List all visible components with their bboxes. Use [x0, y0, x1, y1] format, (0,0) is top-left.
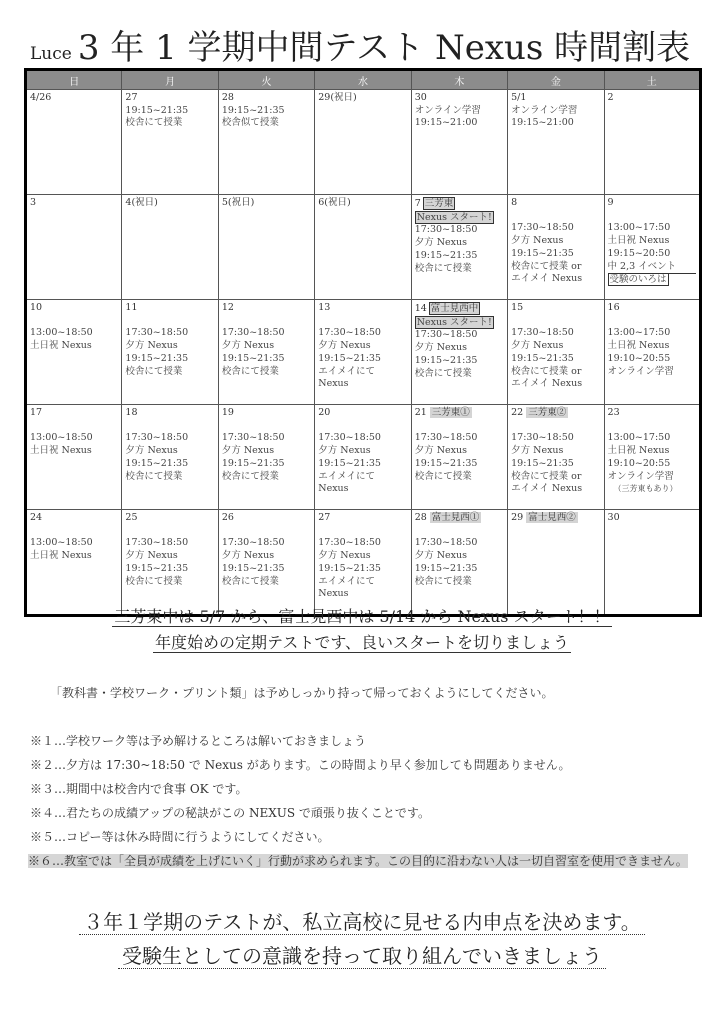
- weekday-header: 月: [122, 70, 218, 90]
- schedule-line: 土日祝 Nexus: [30, 340, 92, 352]
- schedule-line: 17:30~18:50: [125, 327, 189, 339]
- day-header: [511, 92, 600, 105]
- schedule-line: 夕方 Nexus: [414, 445, 467, 457]
- schedule-line: 19:15~21:35: [414, 562, 478, 574]
- schedule-line: 夕方 Nexus: [318, 340, 371, 352]
- good-start-banner: [0, 630, 724, 653]
- schedule-line: 13:00~17:50: [607, 432, 671, 444]
- schedule-line: 19:15~21:35: [414, 354, 478, 366]
- day-header: [511, 407, 600, 420]
- day-cell: [26, 510, 122, 616]
- day-number: 15: [511, 302, 524, 313]
- schedule-line: 17:30~18:50: [125, 432, 189, 444]
- day-number: 12: [221, 302, 234, 313]
- day-number: 29(祝日): [318, 92, 357, 103]
- schedule-line: 校舎にて授業 or: [511, 365, 582, 377]
- nexus-start-tag: Nexus スタート!: [416, 316, 492, 328]
- day-header: [30, 407, 118, 420]
- schedule-line: 19:15~21:00: [414, 117, 478, 129]
- day-number: 17: [30, 407, 43, 418]
- day-header: [608, 92, 696, 105]
- day-number: 4(祝日): [125, 197, 158, 208]
- schedule-line: オンライン学習: [607, 470, 674, 482]
- day-header: [415, 407, 504, 420]
- schedule-line: [415, 525, 504, 538]
- schedule-line: 校舎にて授業: [125, 365, 183, 377]
- test-day-label: 富士見西②: [528, 512, 576, 523]
- schedule-line: [608, 210, 696, 223]
- week-row: [26, 90, 701, 195]
- day-number: 23: [607, 407, 620, 418]
- day-number: 25: [125, 512, 138, 523]
- schedule-line: 17:30~18:50: [414, 432, 478, 444]
- day-header: [415, 512, 504, 525]
- schedule-line: 17:30~18:50: [511, 222, 574, 234]
- schedule-line: 19:15~21:35: [511, 457, 574, 469]
- day-header: [125, 197, 214, 210]
- day-number: 4/26: [30, 92, 52, 103]
- day-number: 24: [30, 512, 43, 523]
- good-start-text: 年度始めの定期テストです、良いスタートを切りましょう: [154, 633, 570, 652]
- schedule-line: 夕方 Nexus: [221, 340, 275, 352]
- weekday-header: 日: [26, 70, 122, 90]
- schedule-line: 17:30~18:50: [221, 327, 285, 339]
- day-cell: [508, 90, 604, 195]
- schedule-line: Nexus: [318, 588, 349, 600]
- day-header: [511, 512, 600, 525]
- day-cell: [315, 405, 411, 510]
- week-row: [26, 405, 701, 510]
- day-header: [30, 197, 118, 210]
- day-cell: [411, 195, 507, 300]
- schedule-line: 19:15~21:35: [221, 104, 285, 116]
- schedule-line: 夕方 Nexus: [414, 237, 467, 249]
- schedule-line: 17:30~18:50: [511, 327, 574, 339]
- schedule-line: 19:15~21:35: [414, 457, 478, 469]
- day-cell: [218, 510, 314, 616]
- schedule-line: [125, 420, 214, 433]
- schedule-line: オンライン学習: [511, 104, 578, 116]
- day-header: [222, 407, 311, 420]
- schedule-line: [125, 315, 214, 328]
- schedule-line: 19:15~21:35: [221, 457, 285, 469]
- day-header: [318, 197, 407, 210]
- day-header: [222, 302, 311, 315]
- schedule-line: オンライン学習: [414, 104, 481, 116]
- weekday-header: 火: [218, 70, 314, 90]
- day-header: [30, 302, 118, 315]
- day-header: [608, 512, 696, 525]
- schedule-line: 17:30~18:50: [511, 432, 574, 444]
- schedule-line: 夕方 Nexus: [511, 235, 564, 247]
- day-header: [125, 302, 214, 315]
- schedule-line: 夕方 Nexus: [511, 340, 564, 352]
- day-cell: [411, 300, 507, 405]
- day-cell: [122, 195, 218, 300]
- schedule-line: 校舎にて授業: [414, 575, 472, 587]
- schedule-line: 夕方 Nexus: [125, 550, 178, 562]
- day-cell: [604, 300, 700, 405]
- test-day-label: 富士見西①: [431, 512, 480, 523]
- side-note: （三芳東もあり）: [613, 484, 678, 494]
- schedule-line: 夕方 Nexus: [511, 445, 564, 457]
- schedule-line: [511, 420, 600, 433]
- schedule-body: [26, 90, 701, 616]
- schedule-line: [318, 525, 407, 538]
- schedule-line: 夕方 Nexus: [414, 550, 467, 562]
- schedule-line: 校舎にて授業: [221, 470, 279, 482]
- schedule-line: 夕方 Nexus: [221, 445, 275, 457]
- schedule-line: 夕方 Nexus: [318, 445, 371, 457]
- day-number: 5/1: [511, 92, 527, 103]
- school-start-tag: 富士見西中: [430, 303, 479, 314]
- schedule-line: 13:00~18:50: [30, 537, 93, 549]
- schedule-line: 17:30~18:50: [414, 537, 478, 549]
- closing-line-1-text: ３年１学期のテストが、私立高校に見せる内申点を決めます。: [79, 910, 645, 935]
- day-cell: [508, 405, 604, 510]
- schedule-line: 夕方 Nexus: [414, 342, 467, 354]
- day-cell: [122, 90, 218, 195]
- schedule-line: [30, 525, 118, 538]
- schedule-line: 校舎にて授業: [125, 117, 183, 129]
- note-5: ※５…コピー等は休み時間に行うようにしてください。: [30, 830, 330, 844]
- day-number: 21: [414, 407, 427, 418]
- day-header: [318, 92, 407, 105]
- schedule-line: 校舎にて授業: [125, 470, 183, 482]
- schedule-line: Nexus: [318, 483, 349, 495]
- event-label: 中 2,3 イベント: [608, 261, 696, 275]
- schedule-line: [222, 315, 311, 328]
- start-banner: [0, 604, 724, 627]
- schedule-line: 校舎にて授業: [414, 367, 472, 379]
- schedule-line: 19:15~21:35: [318, 352, 381, 364]
- schedule-line: エイメイ Nexus: [511, 483, 583, 495]
- day-number: 3: [30, 197, 37, 208]
- schedule-line: 19:15~21:35: [318, 562, 381, 574]
- day-cell: [26, 300, 122, 405]
- schedule-line: [511, 210, 600, 223]
- weekday-header: 木: [411, 70, 507, 90]
- schedule-line: 夕方 Nexus: [125, 340, 178, 352]
- title-text: 3 年 1 学期中間テスト Nexus 時間割表: [77, 28, 691, 68]
- day-cell: [315, 300, 411, 405]
- day-cell: [315, 195, 411, 300]
- schedule-line: [318, 420, 407, 433]
- schedule-line: 17:30~18:50: [221, 432, 285, 444]
- schedule-line: [30, 420, 118, 433]
- note-1: ※１…学校ワーク等は予め解けるところは解いておきましょう: [30, 734, 367, 748]
- day-header: [415, 92, 504, 105]
- schedule-line: エイメイ Nexus: [511, 273, 583, 285]
- schedule-line: 17:30~18:50: [125, 537, 189, 549]
- day-cell: [508, 300, 604, 405]
- day-number: 11: [125, 302, 138, 313]
- schedule-line: 13:00~17:50: [607, 327, 671, 339]
- schedule-line: 19:15~21:35: [221, 562, 285, 574]
- schedule-line: 土日祝 Nexus: [30, 445, 92, 457]
- schedule-line: [222, 525, 311, 538]
- schedule-line: 夕方 Nexus: [318, 550, 371, 562]
- schedule-line: 校舎にて授業 or: [511, 260, 582, 272]
- day-number: 27: [125, 92, 138, 103]
- schedule-line: 17:30~18:50: [414, 329, 478, 341]
- schedule-line: オンライン学習: [607, 365, 674, 377]
- schedule-line: [608, 420, 696, 433]
- note-3: ※３…期間中は校舎内で食事 OK です。: [30, 782, 248, 796]
- schedule-line: 19:15~21:35: [511, 247, 574, 259]
- day-number: 7: [414, 198, 421, 209]
- day-cell: [604, 90, 700, 195]
- closing-line-1: [0, 906, 724, 935]
- schedule-line: 19:15~21:00: [511, 117, 574, 129]
- day-header: [608, 407, 696, 420]
- day-cell: [411, 510, 507, 616]
- day-cell: [26, 90, 122, 195]
- schedule-line: エイメイにて: [318, 575, 375, 587]
- schedule-line: 夕方 Nexus: [125, 445, 178, 457]
- schedule-line: 校舎にて授業: [221, 365, 279, 377]
- day-cell: [604, 195, 700, 300]
- schedule-line: 17:30~18:50: [221, 537, 285, 549]
- page-title: [30, 28, 690, 68]
- day-number: 2: [607, 92, 614, 103]
- day-header: [608, 197, 696, 210]
- day-cell: [122, 405, 218, 510]
- schedule-line: 19:15~21:35: [221, 352, 285, 364]
- day-header: [222, 92, 311, 105]
- schedule-line: [608, 315, 696, 328]
- weekday-header: 金: [508, 70, 604, 90]
- school-start-tag: 三芳東: [424, 198, 454, 209]
- day-number: 10: [30, 302, 43, 313]
- day-header: [125, 92, 214, 105]
- day-cell: [508, 510, 604, 616]
- day-header: [30, 92, 118, 105]
- schedule-line: 17:30~18:50: [318, 537, 381, 549]
- day-number: 27: [318, 512, 331, 523]
- schedule-line: [415, 420, 504, 433]
- schedule-line: エイメイ Nexus: [511, 378, 583, 390]
- day-cell: [411, 90, 507, 195]
- week-row: [26, 300, 701, 405]
- day-cell: [122, 510, 218, 616]
- day-number: 6(祝日): [318, 197, 351, 208]
- day-number: 14: [414, 303, 427, 314]
- brand-name: Luce: [30, 44, 72, 64]
- schedule-line: エイメイにて: [318, 470, 375, 482]
- note-6: [28, 850, 694, 873]
- day-number: 26: [221, 512, 234, 523]
- day-number: 28: [221, 92, 234, 103]
- test-day-label: 三芳東①: [431, 407, 470, 418]
- schedule-line: 17:30~18:50: [318, 432, 381, 444]
- week-row: [26, 510, 701, 616]
- test-day-label: 三芳東②: [528, 407, 567, 418]
- nexus-start-tag: Nexus スタート!: [416, 211, 492, 223]
- schedule-line: 19:15~21:35: [125, 352, 189, 364]
- day-cell: [411, 405, 507, 510]
- day-cell: [604, 510, 700, 616]
- schedule-line: 校舎にて授業 or: [511, 470, 582, 482]
- day-number: 30: [414, 92, 427, 103]
- weekday-header: 土: [604, 70, 700, 90]
- day-cell: [218, 195, 314, 300]
- schedule-line: 土日祝 Nexus: [607, 340, 670, 352]
- day-header: [511, 302, 600, 315]
- weekday-header: 水: [315, 70, 411, 90]
- schedule-line: 夕方 Nexus: [221, 550, 275, 562]
- schedule-line: 校舎にて授業: [414, 470, 472, 482]
- day-number: 13: [318, 302, 331, 313]
- day-cell: [218, 90, 314, 195]
- day-number: 29: [511, 512, 524, 523]
- day-header: [125, 407, 214, 420]
- day-header: [30, 512, 118, 525]
- schedule-line: 校舎似て授業: [221, 117, 279, 129]
- schedule-line: 19:15~20:50: [607, 247, 671, 259]
- day-number: 5(祝日): [221, 197, 255, 208]
- day-cell: [218, 300, 314, 405]
- schedule-line: 17:30~18:50: [318, 327, 381, 339]
- schedule-line: 13:00~18:50: [30, 432, 93, 444]
- schedule-line: 19:15~21:35: [318, 457, 381, 469]
- schedule-line: 土日祝 Nexus: [607, 445, 670, 457]
- schedule-line: 19:15~21:35: [125, 562, 189, 574]
- day-header: [608, 302, 696, 315]
- note-2: ※２…夕方は 17:30~18:50 で Nexus があります。この時間より早く参加しても問題ありません。: [30, 758, 571, 772]
- day-number: 19: [221, 407, 234, 418]
- day-header: [222, 197, 311, 210]
- day-header: [125, 512, 214, 525]
- day-number: 22: [511, 407, 524, 418]
- start-banner-text: 三芳東中は 5/7 から、富士見西中は 5/14 から Nexus スタート！！: [114, 607, 610, 626]
- day-cell: [122, 300, 218, 405]
- schedule-line: [30, 315, 118, 328]
- schedule-line: エイメイにて: [318, 365, 375, 377]
- schedule-line: 13:00~18:50: [30, 327, 93, 339]
- day-header: [318, 407, 407, 420]
- day-number: 28: [414, 512, 427, 523]
- schedule-line: 19:15~21:35: [414, 249, 478, 261]
- day-cell: [315, 90, 411, 195]
- day-header: [415, 197, 504, 211]
- day-number: 16: [607, 302, 620, 313]
- schedule-line: 19:10~20:55: [607, 352, 671, 364]
- schedule-line: 19:10~20:55: [607, 457, 671, 469]
- schedule-line: [511, 315, 600, 328]
- day-number: 30: [607, 512, 620, 523]
- schedule-line: 19:15~21:35: [125, 457, 189, 469]
- note-4: ※４…君たちの成績アップの秘訣がこの NEXUS で頑張り抜くことです。: [30, 806, 430, 820]
- day-cell: [26, 405, 122, 510]
- weekday-header-row: [26, 70, 701, 90]
- schedule-line: 校舎にて授業: [414, 262, 472, 274]
- schedule-line: 19:15~21:35: [511, 352, 574, 364]
- schedule-line: 17:30~18:50: [414, 224, 478, 236]
- day-number: 18: [125, 407, 138, 418]
- day-cell: [508, 195, 604, 300]
- day-cell: [604, 405, 700, 510]
- day-cell: [315, 510, 411, 616]
- closing-line-2: [0, 940, 724, 969]
- day-cell: [26, 195, 122, 300]
- schedule-line: [222, 420, 311, 433]
- day-header: [318, 302, 407, 315]
- note-6-text: ※６…教室では「全員が成績を上げにいく」行動が求められます。この目的に沿わない人は一切自習室を使用できません。: [28, 854, 688, 868]
- materials-notice: 「教科書・学校ワーク・プリント類」は予めしっかり持って帰っておくようにしてください。: [50, 686, 554, 700]
- day-cell: [218, 405, 314, 510]
- closing-line-2-text: 受験生としての意識を持って取り組んでいきましょう: [118, 944, 606, 969]
- event-box: 受験のいろは: [609, 274, 667, 286]
- schedule-line: [125, 525, 214, 538]
- day-header: [222, 512, 311, 525]
- schedule-line: 校舎にて授業: [221, 575, 279, 587]
- day-number: 8: [511, 197, 518, 208]
- schedule-line: [318, 315, 407, 328]
- schedule-line: 13:00~17:50: [607, 222, 671, 234]
- day-number: 9: [607, 197, 614, 208]
- schedule-line: 土日祝 Nexus: [30, 550, 92, 562]
- day-number: 20: [318, 407, 331, 418]
- week-row: [26, 195, 701, 300]
- schedule-table: [24, 68, 702, 617]
- schedule-line: Nexus: [318, 378, 349, 390]
- schedule-line: 土日祝 Nexus: [607, 235, 670, 247]
- day-header: [511, 197, 600, 210]
- day-header: [318, 512, 407, 525]
- day-header: [415, 302, 504, 316]
- schedule-line: 19:15~21:35: [125, 104, 189, 116]
- schedule-line: 校舎にて授業: [125, 575, 183, 587]
